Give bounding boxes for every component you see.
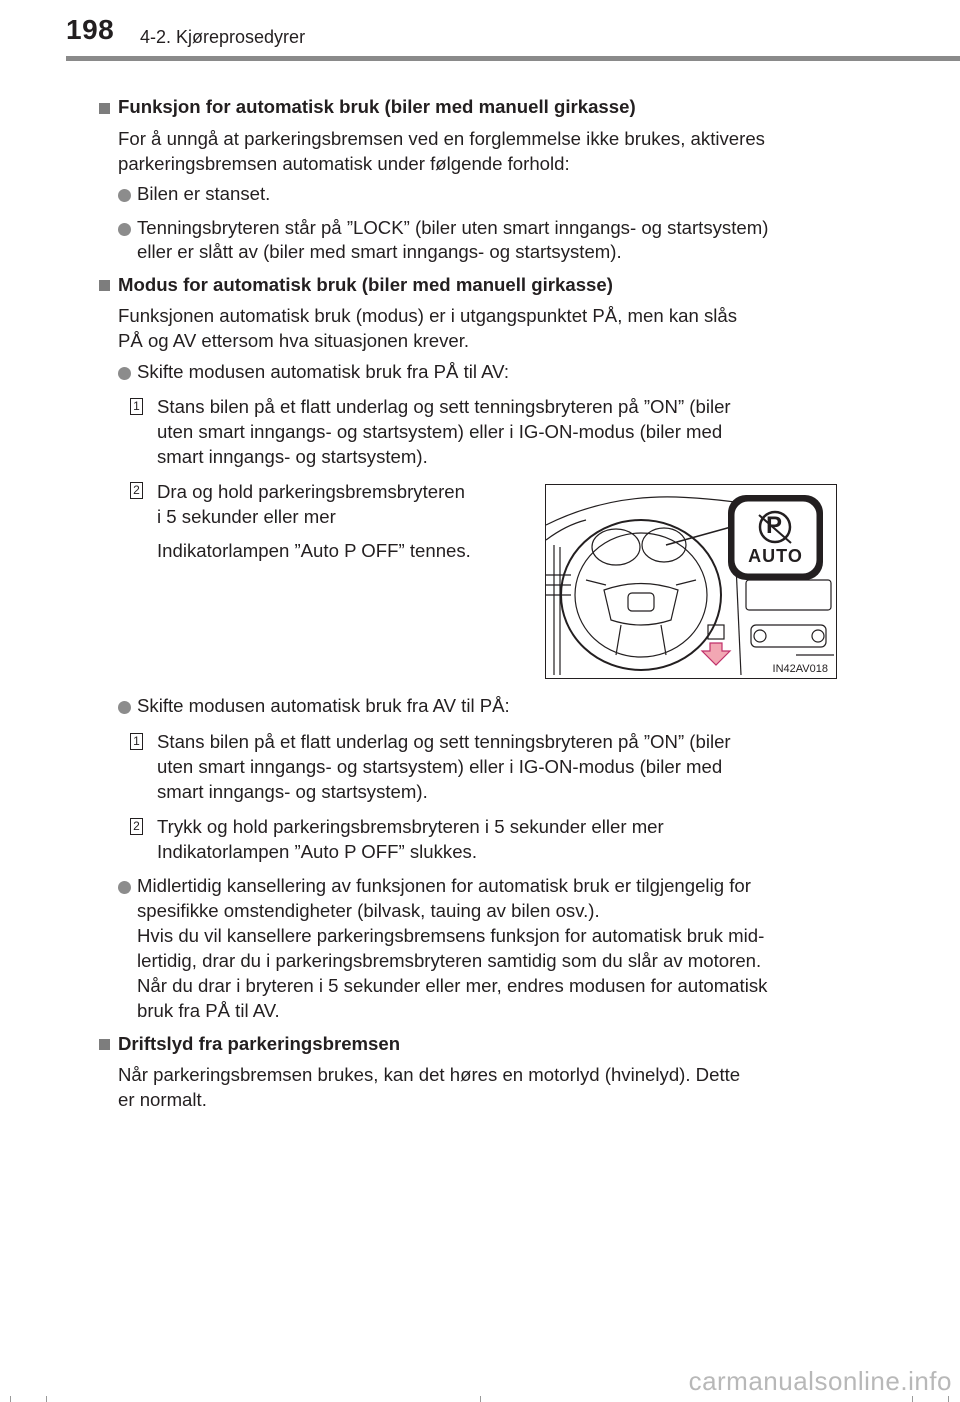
bullet-text: Skifte modusen automatisk bruk fra AV til PÅ: [137, 695, 510, 716]
step-number: 1 [130, 398, 143, 415]
bullet-icon [118, 223, 131, 236]
step-text: smart inngangs- og startsystem). [157, 781, 428, 802]
step-text: smart inngangs- og startsystem). [157, 446, 428, 467]
section-marker-icon [99, 1039, 110, 1050]
step-number: 2 [130, 818, 143, 835]
step-text: Dra og hold parkeringsbremsbryteren [157, 481, 465, 502]
step-text: Trykk og hold parkeringsbremsbryteren i 5 sekunder eller mer [157, 816, 664, 837]
illustration-code: IN42AV018 [772, 663, 828, 675]
step-text: uten smart inngangs- og startsystem) eller i IG-ON-modus (biler med [157, 756, 723, 777]
auto-mode-text-line: PÅ og AV ettersom hva situasjonen krever. [118, 330, 470, 351]
cancel-text-line: Hvis du vil kansellere parkeringsbremsens funksjon for automatisk bruk mid- [137, 925, 765, 946]
dashboard-icon [546, 485, 836, 678]
auto-function-heading: Funksjon for automatisk bruk (biler med manuell girkasse) [118, 96, 636, 117]
step-number: 2 [130, 482, 143, 499]
section-marker-icon [99, 103, 110, 114]
bullet-text: Bilen er stanset. [137, 183, 271, 204]
crop-mark [10, 1396, 11, 1402]
sound-heading: Driftslyd fra parkeringsbremsen [118, 1033, 401, 1054]
steering-wheel-illustration [545, 484, 837, 679]
section-title: 4-2. Kjøreprosedyrer [140, 27, 306, 47]
step-text: i 5 sekunder eller mer [157, 506, 336, 527]
section-marker-icon [99, 280, 110, 291]
sound-text-line: Når parkeringsbremsen brukes, kan det høres en motorlyd (hvinelyd). Dette [118, 1064, 741, 1085]
auto-function-text-line: parkeringsbremsen automatisk under følgende forhold: [118, 153, 570, 174]
step-number: 1 [130, 733, 143, 750]
bullet-icon [118, 189, 131, 202]
auto-function-text-line: For å unngå at parkeringsbremsen ved en forglemmelse ikke brukes, aktiveres [118, 128, 765, 149]
cancel-text-line: Når du drar i bryteren i 5 sekunder eller mer, endres modusen for automatisk [137, 975, 768, 996]
bullet-icon [118, 367, 131, 380]
cancel-text-line: Midlertidig kansellering av funksjonen for automatisk bruk er tilgjengelig for [137, 875, 751, 896]
cancel-text-line: bruk fra PÅ til AV. [137, 1000, 280, 1021]
crop-mark [480, 1396, 481, 1402]
cancel-text-line: lertidig, drar du i parkeringsbremsbryteren samtidig som du slår av motoren. [137, 950, 762, 971]
callout-letter: P [766, 512, 783, 539]
step-text: Stans bilen på et flatt underlag og sett tenningsbryteren på ”ON” (biler [157, 396, 731, 417]
bullet-text: eller er slått av (biler med smart inngangs- og startsystem). [137, 241, 622, 262]
bullet-text: Tenningsbryteren står på ”LOCK” (biler uten smart inngangs- og startsystem) [137, 217, 769, 238]
bullet-icon [118, 701, 131, 714]
auto-mode-text-line: Funksjonen automatisk bruk (modus) er i utgangspunktet PÅ, men kan slås [118, 305, 738, 326]
step-note: Indikatorlampen ”Auto P OFF” tennes. [157, 540, 471, 561]
footer-watermark: carmanualsonline.info [688, 1366, 952, 1396]
sound-text-line: er normalt. [118, 1089, 207, 1110]
page-number: 198 [66, 14, 115, 45]
crop-mark [912, 1396, 913, 1402]
cancel-text-line: spesifikke omstendigheter (bilvask, tauing av bilen osv.). [137, 900, 600, 921]
callout-text: AUTO [748, 546, 803, 566]
bullet-text: Skifte modusen automatisk bruk fra PÅ til AV: [137, 361, 510, 382]
step-text: Stans bilen på et flatt underlag og sett tenningsbryteren på ”ON” (biler [157, 731, 731, 752]
auto-mode-heading: Modus for automatisk bruk (biler med manuell girkasse) [118, 274, 613, 295]
bullet-icon [118, 881, 131, 894]
crop-mark [46, 1396, 47, 1402]
crop-mark [948, 1396, 949, 1402]
step-text: uten smart inngangs- og startsystem) eller i IG-ON-modus (biler med [157, 421, 723, 442]
header-rule [66, 56, 960, 61]
step-text: Indikatorlampen ”Auto P OFF” slukkes. [157, 841, 478, 862]
